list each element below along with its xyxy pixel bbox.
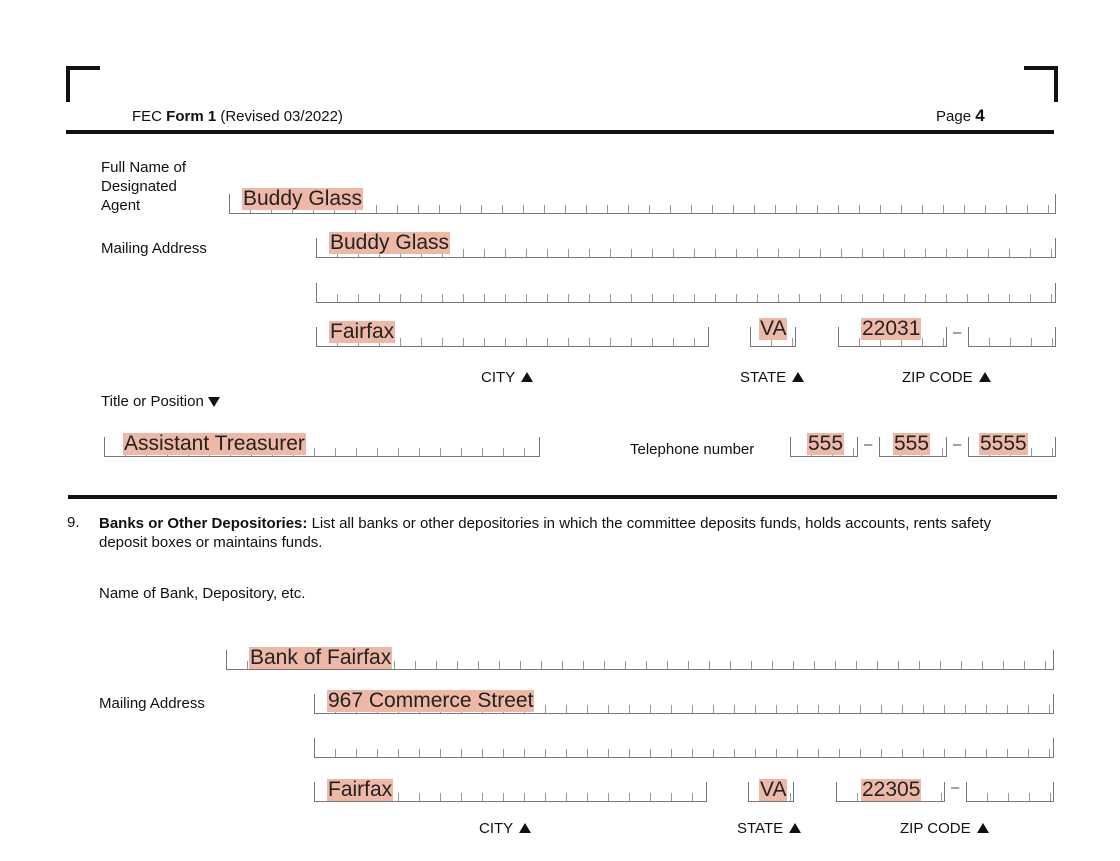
agent-phone-line-value: 5555 (980, 432, 1027, 455)
up-arrow-icon (792, 372, 804, 382)
bank-city-field[interactable] (314, 778, 707, 802)
agent-city-caption: CITY (481, 369, 533, 386)
section-text: List all banks or other depositories in which the committee deposits funds, holds accounts, rents safety deposit boxes or maintains funds. (99, 515, 992, 551)
form-revision: (Revised 03/2022) (220, 108, 343, 125)
agent-zip-value: 22031 (862, 317, 921, 340)
bank-name-value: Bank of Fairfax (250, 646, 392, 669)
up-arrow-icon (977, 823, 989, 833)
page-label: Page (936, 108, 972, 125)
bank-name-field[interactable] (226, 646, 1054, 670)
agent-mailing-label: Mailing Address (101, 240, 207, 257)
bank-name-label: Name of Bank, Depository, etc. (99, 585, 306, 602)
bank-zip-value: 22305 (862, 778, 921, 801)
bank-address-line1-field[interactable] (314, 689, 1054, 714)
section-description (99, 514, 1029, 552)
agent-phone-area-value: 555 (808, 432, 844, 455)
agent-state-value: VA (760, 317, 787, 340)
agent-phone-prefix-value: 555 (894, 432, 930, 455)
agent-phone-prefix-field[interactable] (879, 432, 947, 457)
bank-zip-ext-field[interactable] (966, 782, 1054, 802)
bank-state-field[interactable] (748, 778, 794, 802)
section-rule (68, 495, 1057, 499)
page-indicator (936, 106, 985, 126)
corner-mark-left (66, 66, 100, 102)
phone-dash-2: – (953, 436, 962, 453)
up-arrow-icon (789, 823, 801, 833)
agent-address-line2-field[interactable] (316, 283, 1056, 303)
agent-name-label: Full Name of Designated Agent (101, 159, 187, 214)
agent-city-value: Fairfax (330, 320, 395, 343)
agent-state-caption: STATE (740, 369, 804, 386)
agent-zip-field[interactable] (838, 317, 947, 347)
agent-address-line1-value: Buddy Glass (330, 231, 450, 254)
phone-dash-1: – (864, 436, 873, 453)
corner-mark-right (1024, 66, 1058, 102)
bank-zip-field[interactable] (836, 778, 945, 802)
agent-title-value: Assistant Treasurer (124, 432, 305, 455)
bank-state-value: VA (760, 778, 787, 801)
agent-phone-label: Telephone number (630, 441, 755, 458)
bank-address-line2-field[interactable] (314, 738, 1054, 758)
agent-zip-caption: ZIP CODE (902, 369, 991, 386)
section-number: 9. (67, 514, 80, 531)
form-prefix: FEC (132, 108, 162, 125)
form-name: Form 1 (166, 108, 217, 125)
agent-phone-line-field[interactable] (968, 432, 1056, 457)
agent-address-line1-field[interactable] (316, 231, 1056, 258)
agent-phone-area-field[interactable] (790, 432, 858, 457)
down-arrow-icon (208, 397, 220, 407)
agent-title-field[interactable] (104, 432, 540, 457)
agent-name-field[interactable] (229, 187, 1056, 214)
header-rule (66, 130, 1054, 134)
bank-city-value: Fairfax (328, 778, 393, 801)
up-arrow-icon (519, 823, 531, 833)
form-header (132, 108, 343, 125)
up-arrow-icon (979, 372, 991, 382)
agent-state-field[interactable] (750, 317, 796, 347)
agent-title-label: Title or Position (101, 393, 220, 410)
agent-name-value: Buddy Glass (243, 187, 363, 210)
page-number: 4 (975, 106, 985, 125)
bank-state-caption: STATE (737, 820, 801, 837)
bank-city-caption: CITY (479, 820, 531, 837)
agent-zip-ext-field[interactable] (968, 327, 1056, 347)
section-heading: Banks or Other Depositories: (99, 515, 308, 532)
zip-dash: – (953, 324, 962, 341)
up-arrow-icon (521, 372, 533, 382)
bank-zip-dash: – (951, 779, 960, 796)
bank-address-line1-value: 967 Commerce Street (328, 689, 534, 712)
bank-zip-caption: ZIP CODE (900, 820, 989, 837)
bank-mailing-label: Mailing Address (99, 695, 205, 712)
agent-city-field[interactable] (316, 320, 709, 347)
